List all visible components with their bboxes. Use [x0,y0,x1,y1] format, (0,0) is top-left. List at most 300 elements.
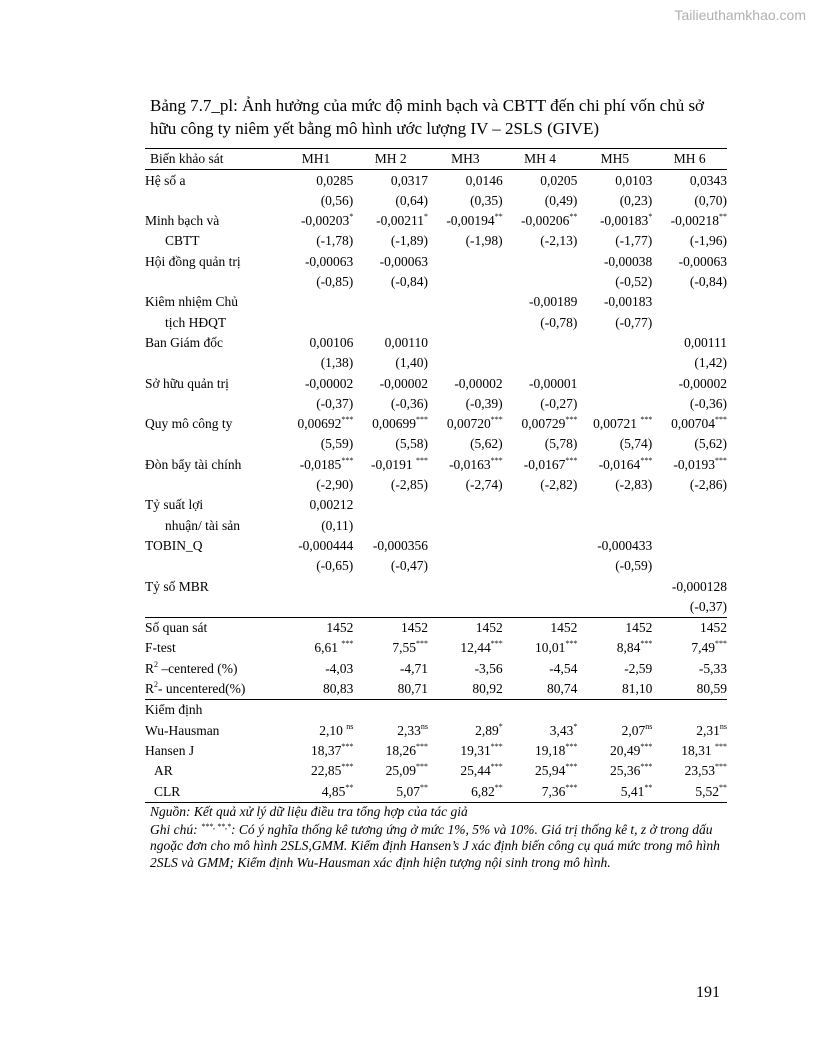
header-model-2: MH 2 [353,149,428,170]
row-label [145,272,279,292]
table-cell [577,679,652,700]
row-label [145,658,279,678]
table-cell [279,700,354,721]
cell-value: (-1,78) [316,233,354,249]
cell-value: -2,59 [624,660,653,676]
table-cell [577,536,652,556]
cell-value: 12,44 [460,640,491,656]
tests-row [145,741,727,761]
table-cell [577,292,652,312]
cell-value: (-0,84) [390,274,429,290]
table-cell [353,741,428,761]
row-label: F-test [145,640,176,656]
row-label: Minh bạch và [145,213,220,229]
table-cell [577,700,652,721]
significance-mark: *** [416,415,429,425]
table-cell [279,454,354,474]
cell-value: (0,11) [321,517,354,533]
table-cell [503,231,578,251]
significance-mark: *** [490,762,503,772]
table-row [145,170,727,191]
cell-value: 4,85 [321,783,346,799]
table-cell [652,312,727,332]
table-row [145,292,727,312]
row-label [145,597,279,618]
significance-mark: *** [490,639,503,649]
note-prefix: Ghi chú: [150,821,201,837]
table-cell [353,781,428,802]
table-cell [577,231,652,251]
cell-value: (0,56) [320,192,354,208]
significance-mark: *** [341,455,354,465]
table-row [145,272,727,292]
row-label: Hansen J [145,742,195,758]
significance-mark: *** [490,415,503,425]
cell-value: (-2,83) [615,477,653,493]
table-cell [428,191,503,211]
table-cell [577,781,652,802]
row-label: Quy mô công ty [145,416,233,432]
cell-value: (5,58) [395,436,429,452]
cell-value: (-0,85) [316,274,354,290]
table-cell [577,211,652,231]
cell-value: (0,35) [470,192,503,208]
table-cell [428,292,503,312]
cell-value: (-1,89) [390,233,429,249]
significance-mark: *** [416,741,429,751]
table-row [145,576,727,596]
table-cell [279,211,354,231]
table-cell [279,414,354,434]
table-cell [428,597,503,618]
table-cell [503,679,578,700]
table-cell [279,536,354,556]
significance-mark: *** [640,415,653,425]
cell-value: 18,37 [310,742,342,758]
significance-mark: ** [494,782,503,792]
cell-value: -4,71 [399,660,429,676]
cell-value: -0,000433 [597,537,653,553]
cell-value: -0,00206 [520,213,570,229]
table-cell [353,191,428,211]
table-cell [503,781,578,802]
table-cell [353,536,428,556]
table-cell [503,658,578,678]
cell-value: (0,49) [544,192,578,208]
cell-value: 18,31 [681,742,715,758]
header-model-4: MH 4 [503,149,578,170]
significance-mark: * [424,212,429,222]
table-cell [503,741,578,761]
table-cell [353,353,428,373]
table-cell [428,720,503,740]
table-cell [503,312,578,332]
table-row [145,373,727,393]
table-cell [577,312,652,332]
table-cell [353,434,428,454]
table-cell [353,515,428,535]
cell-value: -0,00001 [528,375,578,391]
table-cell [577,556,652,576]
table-cell [279,741,354,761]
table-cell [353,576,428,596]
table-cell [652,658,727,678]
row-label: Tỷ số MBR [145,578,209,594]
r-squared-sup: 2 [154,680,159,690]
tests-row [145,700,727,721]
significance-note [150,822,725,872]
cell-value: (-0,84) [689,274,727,290]
table-cell [428,454,503,474]
table-cell [652,272,727,292]
table-row [145,556,727,576]
table-cell [503,333,578,353]
cell-value: 80,59 [696,681,727,697]
table-cell [577,454,652,474]
table-cell [652,434,727,454]
r-label-rest: - uncentered(%) [158,681,246,697]
cell-value: 25,09 [385,763,417,779]
table-cell [503,556,578,576]
significance-mark: ** [420,782,429,792]
table-cell [353,272,428,292]
table-cell [577,191,652,211]
table-cell [652,638,727,658]
cell-value: 80,74 [546,681,578,697]
cell-value: (-0,36) [390,395,429,411]
cell-value: -0,00218 [670,213,719,229]
cell-value: (-1,96) [689,233,727,249]
cell-value: -0,00002 [454,375,503,391]
cell-value: (1,42) [694,355,727,371]
table-cell [279,556,354,576]
row-label: Ban Giám đốc [145,334,223,350]
tests-row [145,781,727,802]
table-cell [353,292,428,312]
table-row [145,251,727,271]
table-cell [577,353,652,373]
table-cell [428,536,503,556]
table-cell [503,251,578,271]
cell-value: 0,0317 [390,172,429,188]
cell-value: (-2,85) [390,477,429,493]
cell-value: (-0,59) [615,558,653,574]
significance-mark: *** [490,741,503,751]
table-cell [577,741,652,761]
significance-mark: *** [416,639,429,649]
cell-value: 10,01 [534,640,566,656]
table-cell [503,597,578,618]
significance-mark: *** [416,455,429,465]
cell-value: 0,00111 [684,334,727,350]
cell-value: (-0,47) [390,558,429,574]
significance-mark: *** [715,415,727,425]
table-row [145,475,727,495]
cell-value: (0,23) [619,192,653,208]
table-cell [353,211,428,231]
stats-row [145,679,727,700]
table-cell [428,617,503,638]
cell-value: (0,70) [694,192,727,208]
significance-mark: *** [341,415,354,425]
header-model-6: MH 6 [652,149,727,170]
cell-value: -0,000128 [671,578,727,594]
table-cell [353,495,428,515]
cell-value: -0,000356 [372,537,429,553]
table-cell [279,515,354,535]
table-cell [428,576,503,596]
cell-value: -5,33 [698,660,727,676]
table-cell [279,251,354,271]
table-cell [652,475,727,495]
cell-value: -0,00063 [304,253,354,269]
table-row [145,231,727,251]
cell-value: -0,0167 [523,456,566,472]
cell-value: (-2,74) [465,477,503,493]
significance-mark: *** [715,455,727,465]
note-sup: ***, **,* [201,821,231,831]
stats-row [145,658,727,678]
significance-mark: *** [565,639,578,649]
table-row [145,191,727,211]
r-letter: R [145,681,155,697]
table-cell [353,556,428,576]
cell-value: (5,59) [320,436,354,452]
stats-row [145,617,727,638]
significance-mark: ** [644,782,653,792]
cell-value: (-0,77) [615,314,653,330]
cell-value: -0,00183 [603,294,653,310]
table-cell [503,170,578,191]
cell-value: -3,56 [474,660,503,676]
cell-value: (-0,27) [540,395,578,411]
cell-value: -0,0163 [449,456,491,472]
table-cell [353,597,428,618]
table-cell [279,720,354,740]
table-cell [279,312,354,332]
cell-value: (-1,77) [615,233,653,249]
table-cell [577,251,652,271]
cell-value: 7,49 [691,640,715,656]
table-cell [428,231,503,251]
table-cell [652,394,727,414]
table-cell [353,475,428,495]
table-row [145,394,727,414]
table-cell [279,394,354,414]
row-label: Đòn bẩy tài chính [145,456,242,472]
table-cell [428,434,503,454]
cell-value: (-0,78) [540,314,578,330]
cell-value: 2,33 [397,722,421,738]
table-cell [652,781,727,802]
significance-mark: *** [640,639,653,649]
cell-value: 80,83 [322,681,354,697]
table-cell [652,454,727,474]
cell-value: (5,62) [470,436,503,452]
table-cell [279,495,354,515]
cell-value: 2,31 [696,722,720,738]
table-cell [577,597,652,618]
source-note: Nguồn: Kết quả xử lý dữ liệu điều tra tổng hợp của tác giả [150,804,468,819]
significance-mark: ** [494,212,503,222]
cell-value: 19,31 [460,742,491,758]
table-cell [279,333,354,353]
table-cell [428,353,503,373]
cell-value: 7,55 [392,640,417,656]
table-row [145,434,727,454]
table-cell [503,434,578,454]
table-cell [503,495,578,515]
cell-value: 23,53 [684,763,715,779]
table-cell [428,638,503,658]
table-cell [428,495,503,515]
header-row [145,149,727,170]
cell-value: -0,000444 [298,537,354,553]
table-cell [279,170,354,191]
table-cell [353,720,428,740]
table-cell [652,761,727,781]
significance-mark: *** [490,455,503,465]
table-cell [503,515,578,535]
cell-value: (0,64) [395,192,429,208]
cell-value: -0,0164 [598,456,641,472]
table-cell [503,720,578,740]
table-cell [279,597,354,618]
header-variable: Biến khảo sát [145,149,279,170]
table-cell [652,720,727,740]
cell-value: 0,00212 [309,497,354,513]
significance-mark: * [349,212,354,222]
table-cell [652,576,727,596]
table-row [145,515,727,535]
significance-mark: *** [341,762,354,772]
row-label [145,394,279,414]
cell-value: (5,78) [544,436,578,452]
significance-mark: *** [565,762,578,772]
table-cell [652,292,727,312]
table-cell [503,761,578,781]
table-cell [428,761,503,781]
table-cell [577,576,652,596]
cell-value: 6,61 [314,640,342,656]
significance-mark: *** [715,741,727,751]
significance-mark: *** [565,782,578,792]
table-cell [503,638,578,658]
cell-value: -0,00063 [678,253,727,269]
r-letter: R [145,660,155,676]
cell-value: (-0,37) [316,395,354,411]
table-cell [577,720,652,740]
table-cell [652,515,727,535]
table-cell [353,394,428,414]
cell-value: 5,07 [396,783,421,799]
cell-value: 2,10 [319,722,347,738]
table-cell [652,333,727,353]
significance-mark: ** [345,782,354,792]
cell-value: 25,36 [609,763,641,779]
table-cell [428,741,503,761]
cell-value: 0,0205 [540,172,578,188]
table-cell [652,373,727,393]
table-cell [503,272,578,292]
significance-mark: *** [640,741,653,751]
cell-value: 80,92 [472,681,503,697]
cell-value: 1452 [401,620,429,636]
cell-value: -0,00038 [603,253,653,269]
table-cell [428,515,503,535]
table-cell [652,191,727,211]
significance-mark: ns [346,721,354,731]
table-cell [353,638,428,658]
table-cell [428,170,503,191]
page-number: 191 [696,984,720,1001]
row-label [145,434,279,454]
r-squared-sup: 2 [154,659,159,669]
row-label [145,556,279,576]
table-cell [577,617,652,638]
cell-value: 0,00720 [446,416,491,432]
table-cell [652,170,727,191]
row-label: CLR [145,781,279,802]
table-cell [279,781,354,802]
table-cell [428,312,503,332]
table-cell [577,761,652,781]
table-cell [353,617,428,638]
header-model-1: MH1 [279,149,354,170]
table-cell [652,414,727,434]
row-label: Tỷ suất lợi [145,497,204,513]
table-cell [503,211,578,231]
significance-mark: * [498,721,503,731]
table-cell [428,679,503,700]
cell-value: 3,43 [549,722,574,738]
significance-mark: * [648,212,653,222]
cell-value: 1452 [550,620,578,636]
cell-value: 8,84 [616,640,641,656]
table-cell [577,495,652,515]
row-label: Hội đồng quản trị [145,253,241,269]
table-cell [279,576,354,596]
table-cell [503,414,578,434]
cell-value: 0,0285 [316,172,354,188]
cell-value: -0,0193 [673,456,715,472]
table-row [145,495,727,515]
row-label [145,191,279,211]
tests-row [145,761,727,781]
cell-value: -0,00063 [379,253,429,269]
cell-value: (-0,37) [689,598,727,614]
cell-value: -0,00183 [599,213,649,229]
table-row [145,312,727,332]
table-row [145,211,727,231]
cell-value: 22,85 [310,763,342,779]
table-cell [428,394,503,414]
table-cell [279,353,354,373]
cell-value: -0,00194 [446,213,495,229]
cell-value: -0,00002 [379,375,429,391]
table-cell [279,434,354,454]
cell-value: -0,0191 [371,456,417,472]
row-label: Hệ số a [145,172,186,188]
significance-mark: *** [715,762,727,772]
note-text: : Có ý nghĩa thống kê tương ứng ở mức 1%, 5% và 10%. Giá trị thống kê t, z ở trong dấu ngoặc đơn cho mô hình 2SLS,GMM. Kiểm định Hansen’s J xác định biến công cụ quá mức trong mô hình 2SLS và GMM; Kiểm định Wu-Hausman xác định hiện tượng nội sinh trong mô hình. [150,821,720,870]
cell-value: -0,00211 [376,213,425,229]
table-cell [503,373,578,393]
significance-mark: * [573,721,578,731]
cell-value: 5,52 [695,783,719,799]
significance-mark: ** [569,212,578,222]
table-cell [428,700,503,721]
